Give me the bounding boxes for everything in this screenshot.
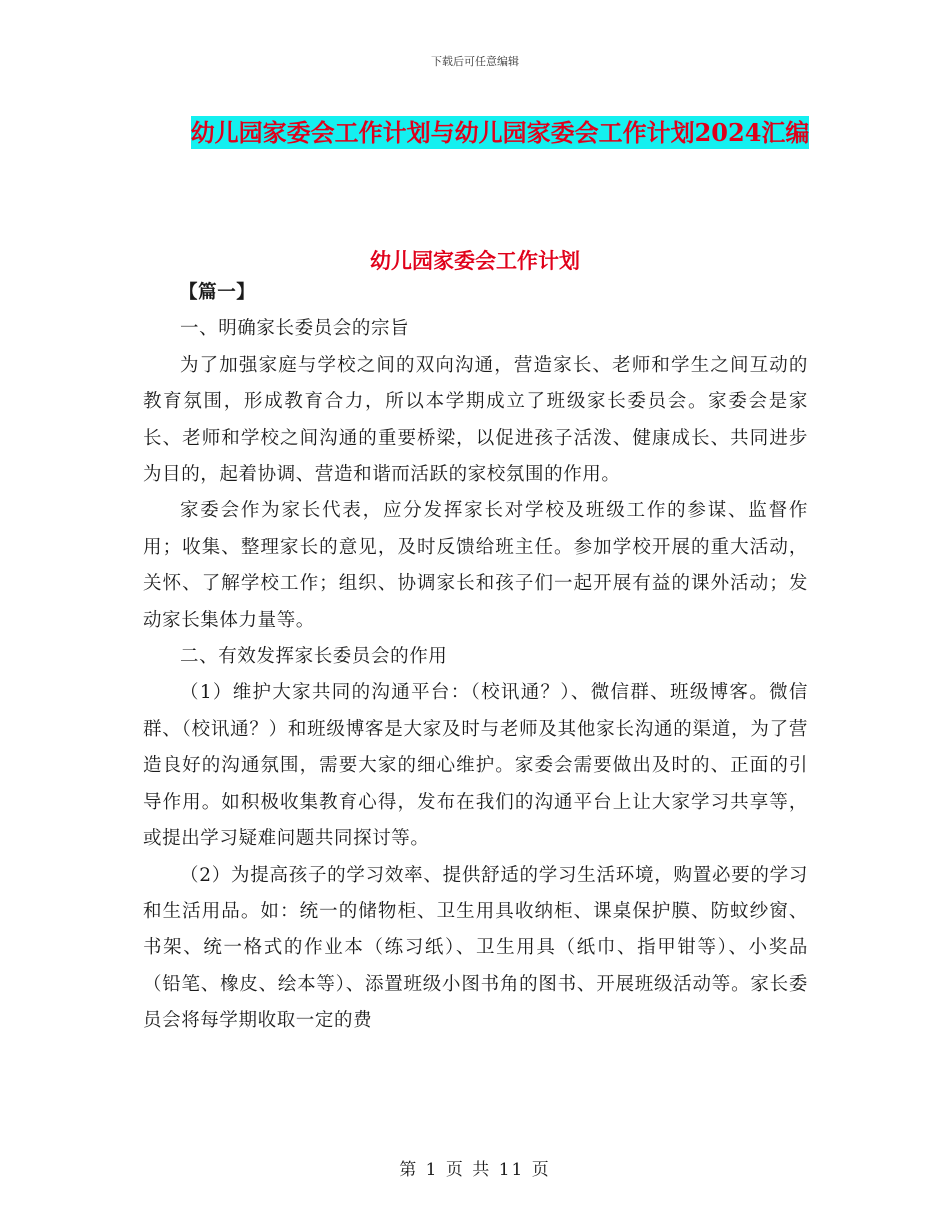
document-body (143, 275, 808, 1040)
page-number: 第 1 页 共 11 页 (399, 1160, 551, 1180)
body-paragraph-4: （2）为提高孩子的学习效率、提供舒适的学习生活环境，购置必要的学习和生活用品。如：统一的储物柜、卫生用具收纳柜、课桌保护膜、防蚊纱窗、书架、统一格式的作业本（练习纸）、卫生用具（纸巾、指甲钳等）、小奖品（铅笔、橡皮、绘本等）、添置班级小图书角的图书、开展班级活动等。家长委员会将每学期收取一定的费 (143, 864, 808, 1032)
section-title: 幼儿园家委会工作计划 (370, 248, 580, 273)
section-heading-2: 二、有效发挥家长委员会的作用 (180, 646, 448, 668)
body-paragraph-3: （1）维护大家共同的沟通平台：（校讯通？）、微信群、班级博客。微信群、（校讯通？）和班级博客是大家及时与老师及其他家长沟通的渠道，为了营造良好的沟通氛围，需要大家的细心维护。家委会需要做出及时的、正面的引导作用。如积极收集教育心得，发布在我们的沟通平台上让大家学习共享等，或提出学习疑难问题共同探讨等。 (143, 682, 808, 850)
part-label: 【篇一】 (179, 282, 256, 303)
document-title (190, 112, 810, 154)
body-paragraph-2: 家委会作为家长代表，应分发挥家长对学校及班级工作的参谋、监督作用；收集、整理家长的意见，及时反馈给班主任。参加学校开展的重大活动，关怀、了解学校工作；组织、协调家长和孩子们一起开展有益的课外活动；发动家长集体力量等。 (143, 500, 808, 631)
section-heading-1: 一、明确家长委员会的宗旨 (180, 318, 410, 340)
document-title-text: 幼儿园家委会工作计划与幼儿园家委会工作计划2024汇编 (190, 118, 810, 147)
body-paragraph-1: 为了加强家庭与学校之间的双向沟通，营造家长、老师和学生之间互动的教育氛围，形成教育合力，所以本学期成立了班级家长委员会。家委会是家长、老师和学校之间沟通的重要桥梁，以促进孩子活泼、健康成长、共同进步为目的，起着协调、营造和谐而活跃的家校氛围的作用。 (143, 354, 808, 486)
page-header-note: 下载后可任意编辑 (431, 55, 519, 68)
